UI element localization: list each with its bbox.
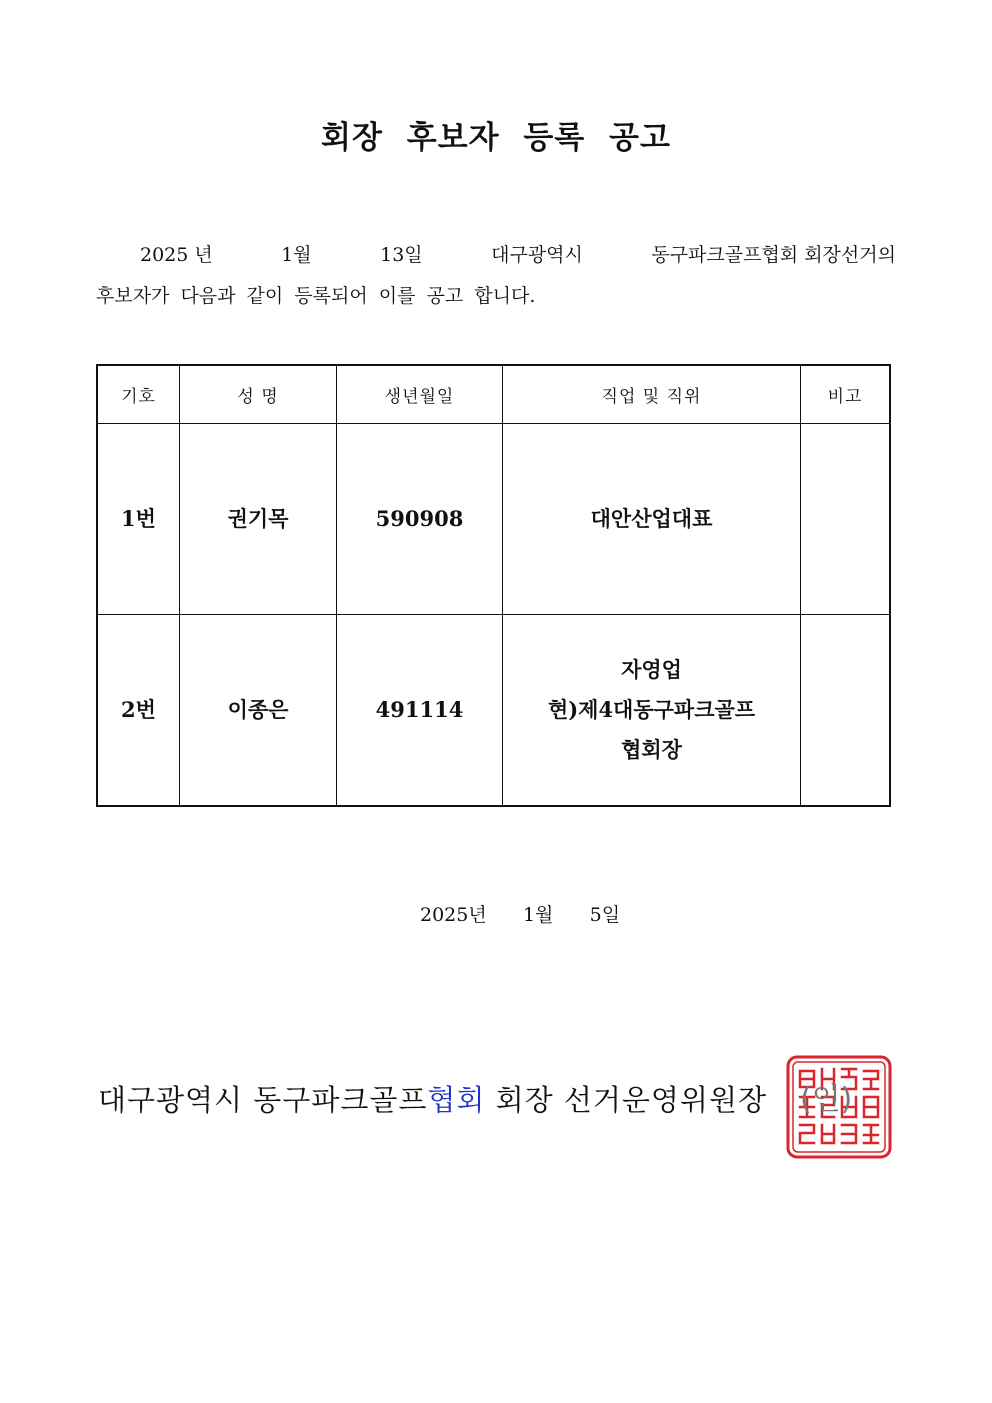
candidate-name: 이종은 [180,615,337,807]
signer-line [98,1078,767,1119]
job-line: 협회장 [621,737,682,762]
signer-org: 대구광역시 동구파크골프 [98,1083,428,1117]
candidate-job [503,615,801,807]
header-note: 비고 [801,365,891,424]
intro-line-1 [96,240,896,267]
intro-rest: 동구파크골프협회 회장선거의 [651,244,896,266]
candidate-table [96,364,891,807]
signer-org-accent: 협회 [427,1083,486,1117]
candidate-note [801,615,891,807]
intro-day: 13일 [380,244,423,266]
candidate-note [801,424,891,615]
job-line: 현)제4대동구파크골프 [547,697,756,722]
header-name: 성 명 [180,365,337,424]
date-year: 2025년 [420,904,487,926]
table-header-row [97,365,890,424]
candidate-name: 권기목 [180,424,337,615]
intro-org: 대구광역시 [491,244,583,266]
notice-date [420,900,620,927]
table-row [97,424,890,615]
date-day: 5일 [589,904,621,926]
candidate-birth: 590908 [337,424,503,615]
signer-title: 회장 선거운영위원장 [485,1083,767,1117]
date-month: 1월 [522,904,554,926]
job-line: 자영업 [621,657,682,682]
header-birth: 생년월일 [337,365,503,424]
candidate-job [503,424,801,615]
table-row [97,615,890,807]
intro-year: 2025 년 [140,244,213,266]
candidate-birth: 491114 [337,615,503,807]
job-line: 대안산업대표 [590,506,713,531]
header-job: 직업 및 직위 [503,365,801,424]
notice-title: 회장 후보자 등록 공고 [321,120,671,156]
candidate-number: 1번 [97,424,180,615]
intro-month: 1월 [281,244,312,266]
intro-line-2: 후보자가 다음과 같이 등록되어 이를 공고 합니다. [96,285,536,307]
candidate-number: 2번 [97,615,180,807]
seal-suffix: (인) [800,1082,853,1117]
header-number: 기호 [97,365,180,424]
